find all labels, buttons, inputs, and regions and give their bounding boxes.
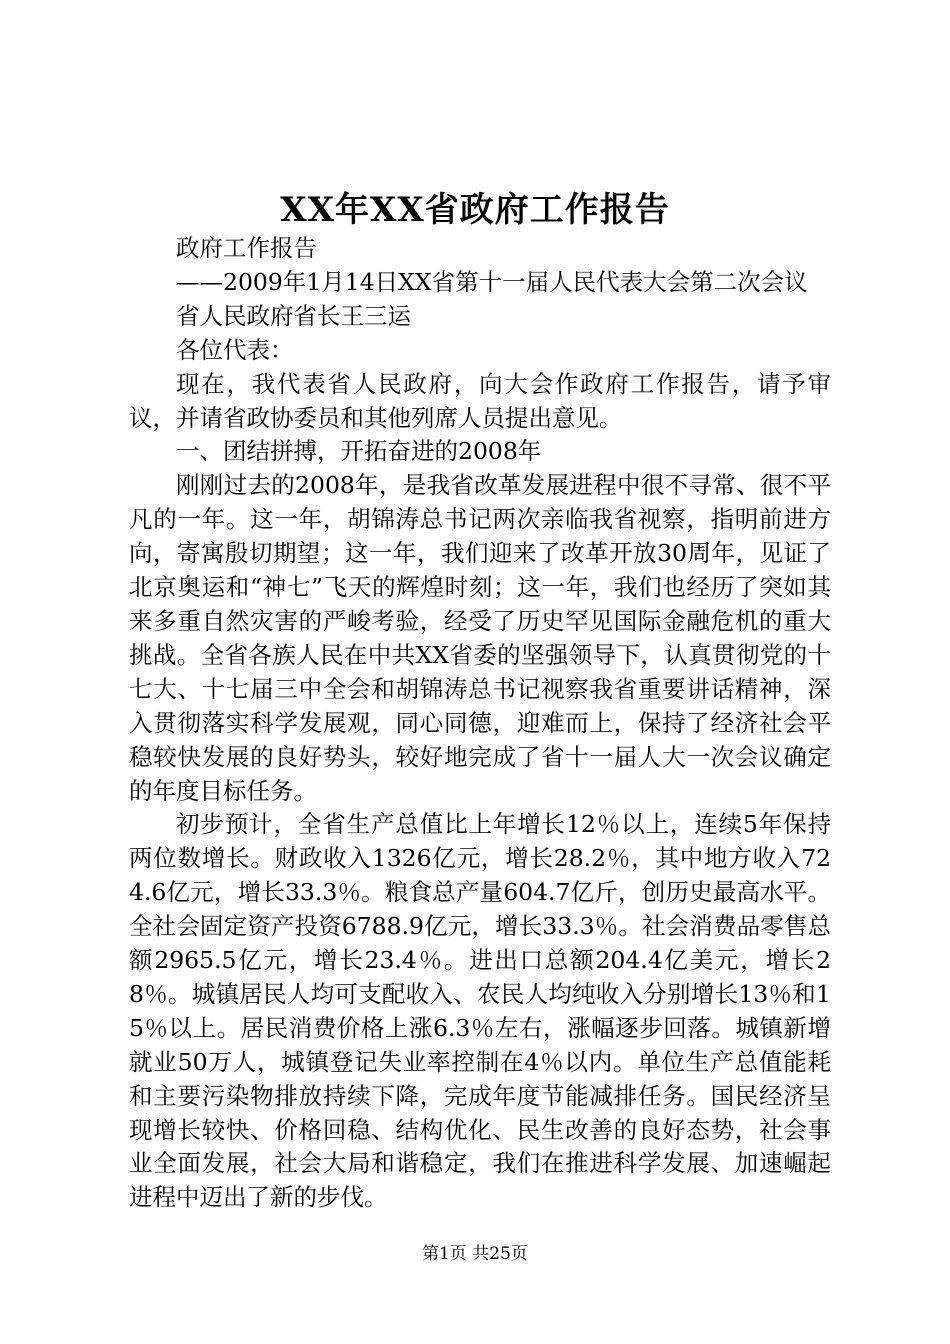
paragraph-speaker: 省人民政府省长王三运 xyxy=(176,301,411,330)
paragraph-salutation: 各位代表： xyxy=(176,335,294,364)
section-heading-1: 一、团结拼搏，开拓奋进的2008年 xyxy=(176,437,542,466)
document-title: XX年XX省政府工作报告 xyxy=(280,190,670,230)
paragraph-opening: 现在，我代表省人民政府，向大会作政府工作报告，请予审议，并请省政协委员和其他列席人员提出意见。 xyxy=(129,369,831,432)
document-body xyxy=(129,232,831,1215)
paragraph-meeting-info: ——2009年1月14日XX省第十一届人民代表大会第二次会议 xyxy=(176,267,808,296)
page-indicator: 第1页 共25页 xyxy=(422,1244,528,1264)
paragraph-review-2008: 刚刚过去的2008年，是我省改革发展进程中很不寻常、很不平凡的一年。这一年，胡锦涛总书记两次亲临我省视察，指明前进方向，寄寓殷切期望；这一年，我们迎来了改革开放30周年，见证了北京奥运和“神七”飞天的辉煌时刻；这一年，我们也经历了突如其来多重自然灾害的严峻考验，经受了历史罕见国际金融危机的重大挑战。全省各族人民在中共XX省委的坚强领导下，认真贯彻党的十七大、十七届三中全会和胡锦涛总书记视察我省重要讲话精神，深入贯彻落实科学发展观，同心同德，迎难而上，保持了经济社会平稳较快发展的良好势头，较好地完成了省十一届人大一次会议确定的年度目标任务。 xyxy=(129,471,831,805)
paragraph-statistics: 初步预计，全省生产总值比上年增长12％以上，连续5年保持两位数增长。财政收入1326亿元，增长28.2％，其中地方收入724.6亿元，增长33.3％。粮食总产量604.7亿斤，创历史最高水平。全社会固定资产投资6788.9亿元，增长33.3％。社会消费品零售总额2965.5亿元，增长23.4％。进出口总额204.4亿美元，增长28％。城镇居民人均可支配收入、农民人均纯收入分别增长13％和15％以上。居民消费价格上涨6.3％左右，涨幅逐步回落。城镇新增就业50万人，城镇登记失业率控制在4％以内。单位生产总值能耗和主要污染物排放持续下降，完成年度节能减排任务。国民经济呈现增长较快、价格回稳、结构优化、民生改善的良好态势，社会事业全面发展，社会大局和谐稳定，我们在推进科学发展、加速崛起进程中迈出了新的步伐。 xyxy=(129,810,831,1212)
paragraph-report-heading: 政府工作报告 xyxy=(176,234,317,262)
